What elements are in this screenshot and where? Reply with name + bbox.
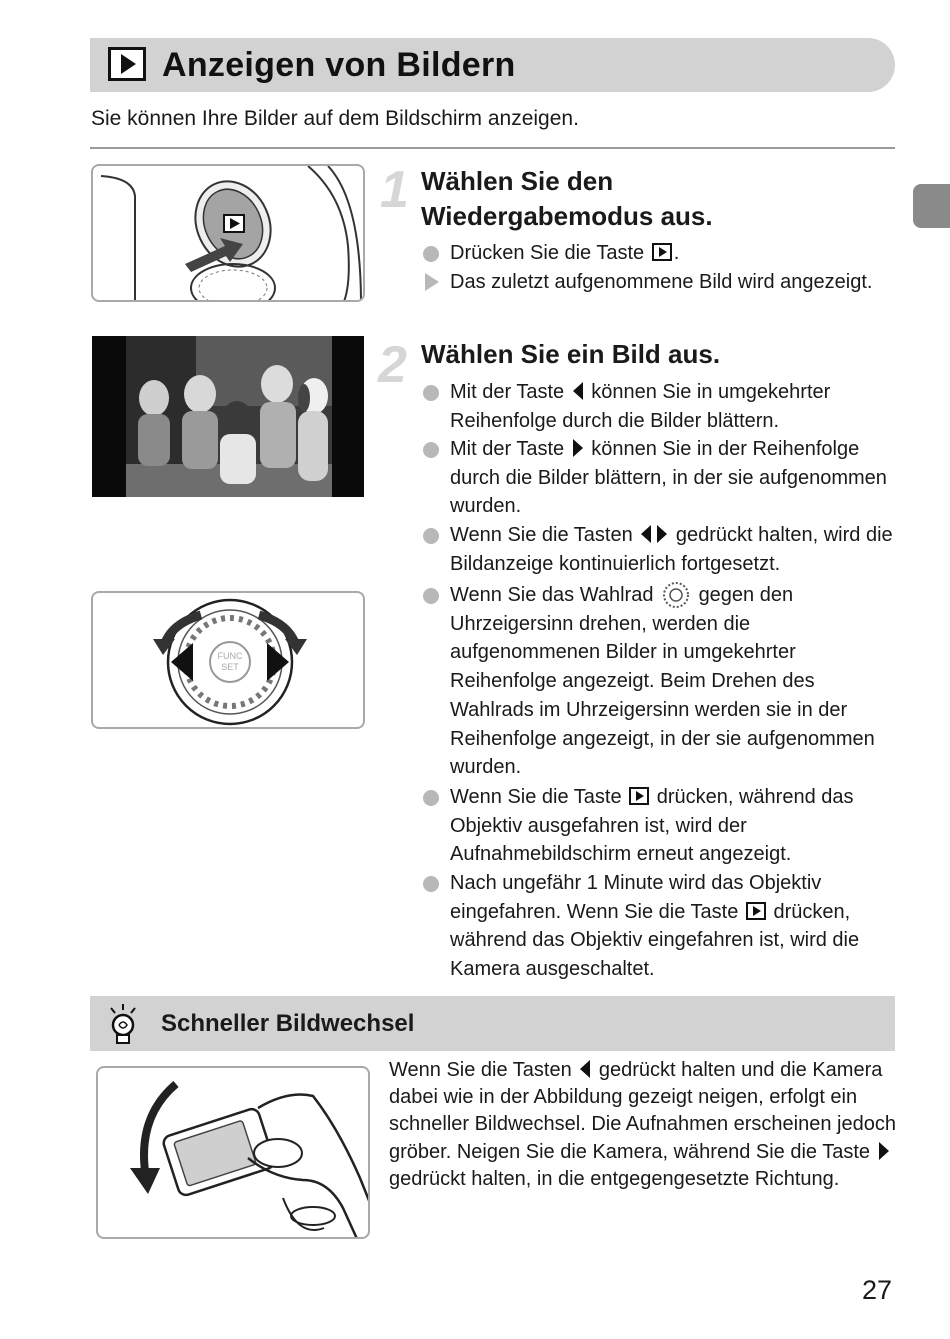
intro-text: Sie können Ihre Bilder auf dem Bildschirm anzeigen. [91,107,579,130]
right-arrow-icon [879,1142,889,1160]
right-arrow-icon [657,525,667,543]
step2-bullet-6: Nach ungefähr 1 Minute wird das Objektiv eingefahren. Wenn Sie die Taste drücken, während das Objektiv eingefahren ist, wird die Kamera ausgeschaltet. [423,869,899,984]
step-number-1: 1 [380,161,409,219]
figure-control-dial [91,591,365,729]
left-arrow-icon [573,382,583,400]
figure-playback-button [91,164,365,302]
section-tab [913,184,950,228]
left-arrow-icon [580,1060,590,1078]
playback-icon [629,787,649,805]
figure-sample-photo [92,336,364,497]
page-number: 27 [862,1275,893,1305]
playback-icon [108,47,146,81]
step1-title-line1: Wählen Sie den [421,166,614,196]
tip-text: Wenn Sie die Tasten gedrückt halten und die Kamera dabei wie in der Abbildung gezeigt neigen, erfolgt ein schneller Bildwechsel. Die Aufnahmen erscheinen jedoch gröber. Neigen Sie die Kamera, während Sie die Taste gedrückt halten, in die entgegengesetzte Richtung. [389,1059,896,1190]
step2-bullet-5: Wenn Sie die Taste drücken, während das Objektiv ausgefahren ist, wird der Aufnahmebildschirm erneut angezeigt. [423,783,899,869]
step1-title-line2: Wiedergabemodus aus. [421,201,713,231]
playback-icon [652,243,672,261]
left-arrow-icon [641,525,651,543]
step2-bullet-4: Wenn Sie das Wahlrad gegen den Uhrzeigersinn drehen, werden die aufgenommenen Bilder in umgekehrter Reihenfolge angezeigt. Beim Drehen des Wahlrads im Uhrzeigersinn werden sie in der Reihenfolge angezeigt, in der sie aufgenommen wurden. [423,581,899,782]
playback-icon [746,902,766,920]
step2-bullet-3: Wenn Sie die Tasten gedrückt halten, wird die Bildanzeige kontinuierlich fortgesetzt. [423,521,899,578]
step2-title: Wählen Sie ein Bild aus. [421,339,721,369]
divider [90,147,895,149]
dial-label-func: FUNC [217,651,243,661]
right-arrow-icon [573,439,583,457]
figure-tilt-camera [96,1066,370,1239]
page-title: Anzeigen von Bildern [162,46,516,84]
control-dial-icon [662,581,690,609]
step1-result: Das zuletzt aufgenommene Bild wird angezeigt. [423,268,899,297]
dial-label-set: SET [221,662,239,672]
tip-lightbulb-icon [106,1003,140,1047]
step2-bullet-1: Mit der Taste können Sie in umgekehrter Reihenfolge durch die Bilder blättern. [423,378,899,435]
step1-bullet-1: Drücken Sie die Taste . [423,239,899,268]
step2-bullet-2: Mit der Taste können Sie in der Reihenfolge durch die Bilder blättern, in der sie aufgenommen wurden. [423,435,899,521]
tip-title: Schneller Bildwechsel [161,1010,415,1037]
step-number-2: 2 [378,336,407,394]
